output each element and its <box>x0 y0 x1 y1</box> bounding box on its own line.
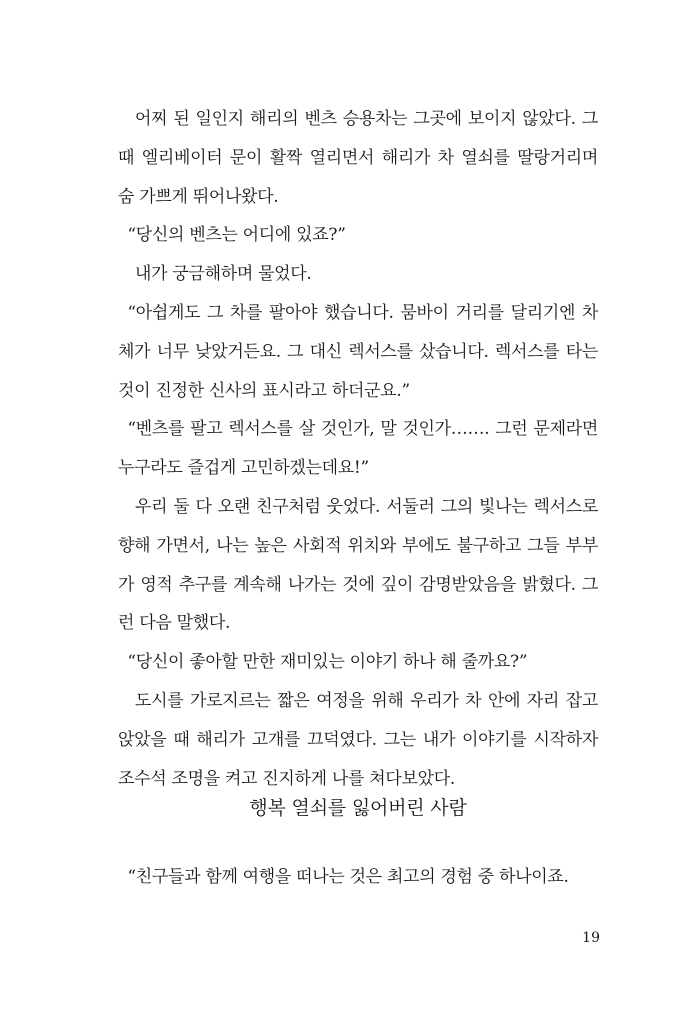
section-heading: 행복 열쇠를 잃어버린 사람 <box>249 797 467 819</box>
body-text <box>118 100 598 798</box>
page-number: 19 <box>582 930 600 946</box>
paragraph: 내가 궁금해하며 물었다. <box>135 264 312 285</box>
paragraph: 우리 둘 다 오랜 친구처럼 웃었다. 서둘러 그의 빛나는 렉서스로 향해 가면서, 나는 높은 사회적 위치와 부에도 불구하고 그들 부부가 영적 추구를 계속해 나가는 것에 깊이 감명받았음을 밝혔다. 그런 다음 말했다. <box>118 496 598 634</box>
paragraph: 어찌 된 일인지 해리의 벤츠 승용차는 그곳에 보이지 않았다. 그때 엘리베이터 문이 활짝 열리면서 해리가 차 열쇠를 딸랑거리며 숨 가쁘게 뛰어나왔다. <box>118 109 598 207</box>
paragraph: “벤츠를 팔고 렉서스를 살 것인가, 말 것인가……. 그런 문제라면 누구라도 즐겁게 고민하겠는데요!” <box>118 419 598 479</box>
paragraph: “아쉽게도 그 차를 팔아야 했습니다. 뭄바이 거리를 달리기엔 차체가 너무 낮았거든요. 그 대신 렉서스를 샀습니다. 렉서스를 타는 것이 진정한 신사의 표시라고 하더군요.” <box>118 302 598 401</box>
paragraph: “친구들과 함께 여행을 떠나는 것은 최고의 경험 중 하나이죠. <box>127 867 569 887</box>
paragraph: 도시를 가로지르는 짧은 여정을 위해 우리가 차 안에 자리 잡고 앉았을 때 해리가 고개를 끄덕였다. 그는 내가 이야기를 시작하자 조수석 조명을 켜고 진지하게 나를 쳐다보았다. <box>118 690 598 789</box>
paragraph: “당신의 벤츠는 어디에 있죠?” <box>127 225 346 246</box>
paragraph: “당신이 좋아할 만한 재미있는 이야기 하나 해 줄까요?” <box>127 652 528 673</box>
